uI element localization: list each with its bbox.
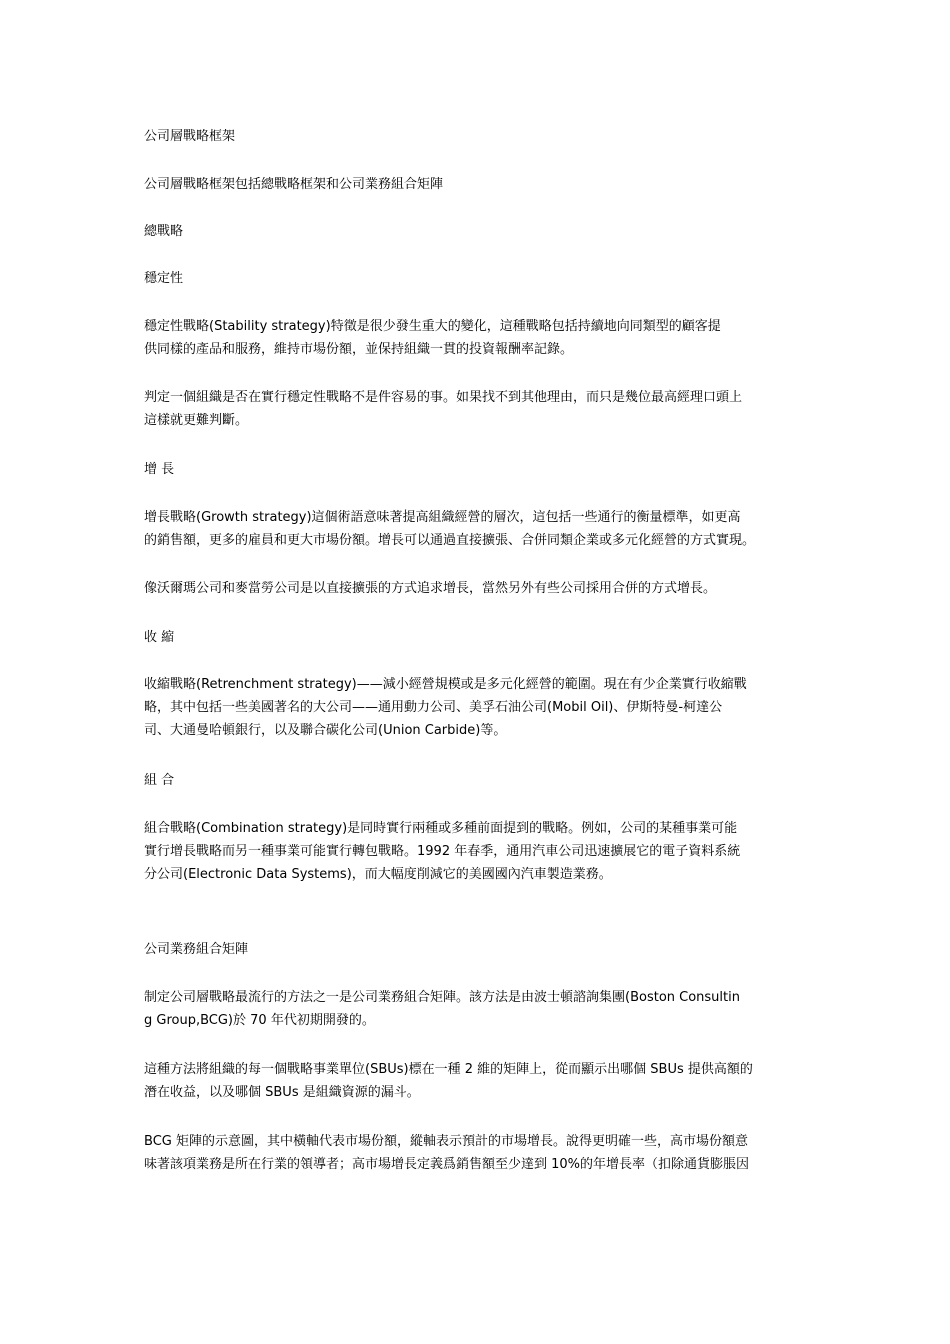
growth-paragraph-2 — [144, 577, 814, 600]
combination-heading: 組 合 — [144, 773, 175, 788]
growth-paragraph-1 — [144, 506, 814, 552]
growth-heading: 增 長 — [144, 462, 175, 477]
text-line: 穩定性戰略(Stability strategy)特徵是很少發生重大的變化，這種戰略包括持續地向同類型的顧客提 — [144, 319, 721, 334]
text-line: 略，其中包括一些美國著名的大公司——通用動力公司、美孚石油公司(Mobil Oil)、伊斯特曼-柯達公 — [144, 700, 723, 715]
stability-heading: 穩定性 — [144, 271, 184, 286]
text-line: 供同樣的產品和服務，維持市場份額，並保持組織一貫的投資報酬率記錄。 — [144, 342, 574, 357]
portfolio-paragraph-1 — [144, 986, 814, 1032]
text-line: 制定公司層戰略最流行的方法之一是公司業務組合矩陣。該方法是由波士頓諮詢集團(Boston Consultin — [144, 990, 740, 1005]
document-title: 公司層戰略框架 — [144, 129, 236, 144]
text-line: 組合戰略(Combination strategy)是同時實行兩種或多種前面提到的戰略。例如，公司的某種事業可能 — [144, 821, 738, 836]
combination-paragraph — [144, 817, 814, 886]
text-line: BCG 矩陣的示意圖，其中橫軸代表市場份額，縱軸表示預計的市場增長。說得更明確一些，高市場份額意 — [144, 1134, 748, 1149]
text-line: g Group,BCG)於 70 年代初期開發的。 — [144, 1013, 375, 1028]
text-line: 這種方法將組織的每一個戰略事業單位(SBUs)標在一種 2 維的矩陣上，從而顯示出哪個 SBUs 提供高額的 — [144, 1062, 753, 1077]
text-line: 像沃爾瑪公司和麥當勞公司是以直接擴張的方式追求增長，當然另外有些公司採用合併的方式增長。 — [144, 581, 717, 596]
grand-strategy-heading: 總戰略 — [144, 224, 184, 239]
stability-paragraph-2 — [144, 386, 814, 432]
intro-paragraph: 公司層戰略框架包括總戰略框架和公司業務組合矩陣 — [144, 177, 444, 192]
text-line: 增長戰略(Growth strategy)這個術語意味著提高組織經營的層次，這包括一些通行的衡量標準，如更高 — [144, 510, 741, 525]
portfolio-paragraph-2 — [144, 1058, 814, 1104]
text-line: 司、大通曼哈頓銀行，以及聯合碳化公司(Union Carbide)等。 — [144, 723, 507, 738]
text-line: 的銷售額，更多的雇員和更大市場份額。增長可以通過直接擴張、合併同類企業或多元化經營的方式實現。 — [144, 533, 756, 548]
text-line: 分公司(Electronic Data Systems)，而大幅度削減它的美國國內汽車製造業務。 — [144, 867, 612, 882]
text-line: 判定一個組織是否在實行穩定性戰略不是件容易的事。如果找不到其他理由，而只是幾位最高經理口頭上 — [144, 390, 743, 405]
retrenchment-paragraph — [144, 673, 814, 742]
stability-paragraph-1 — [144, 315, 814, 361]
text-line: 這樣就更難判斷。 — [144, 413, 249, 428]
portfolio-paragraph-3 — [144, 1130, 814, 1176]
retrenchment-heading: 收 縮 — [144, 630, 175, 645]
portfolio-heading: 公司業務組合矩陣 — [144, 942, 249, 957]
text-line: 收縮戰略(Retrenchment strategy)——減小經營規模或是多元化經營的範圍。現在有少企業實行收縮戰 — [144, 677, 747, 692]
text-line: 味著該項業務是所在行業的領導者；高市場增長定義爲銷售額至少達到 10%的年增長率（扣除通貨膨脹因 — [144, 1157, 750, 1172]
text-line: 潛在收益，以及哪個 SBUs 是組織資源的漏斗。 — [144, 1085, 420, 1100]
text-line: 實行增長戰略而另一種事業可能實行轉包戰略。1992 年春季，通用汽車公司迅速擴展它的電子資料系統 — [144, 844, 741, 859]
